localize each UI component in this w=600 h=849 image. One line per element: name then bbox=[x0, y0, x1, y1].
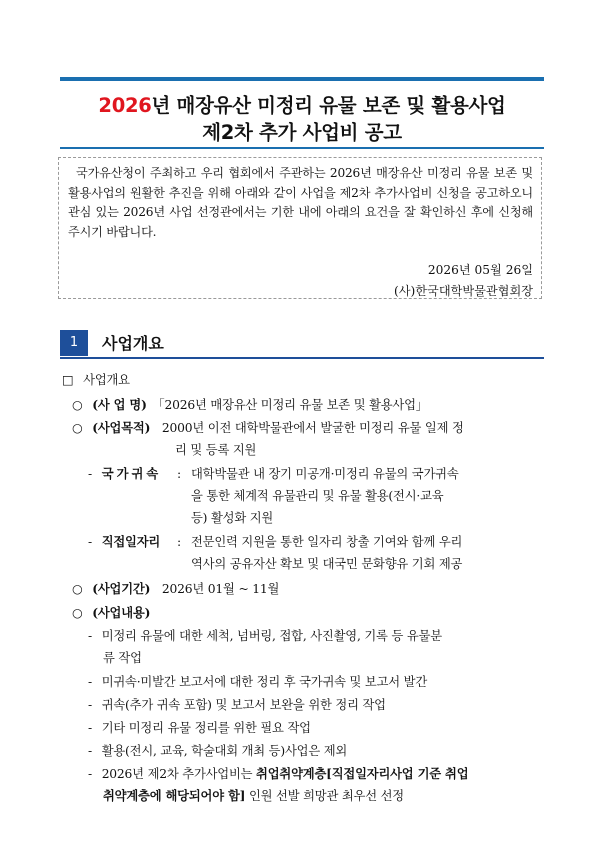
name-label: (사 업 명) bbox=[92, 397, 147, 412]
page-title-line1 bbox=[60, 90, 544, 118]
direct-job-line2: 역사의 공유자산 확보 및 대국민 문화향유 기회 제공 bbox=[191, 557, 463, 571]
content-label: (사업내용) bbox=[92, 605, 151, 620]
direct-job-line1: 전문인력 지원을 통한 일자리 창출 기여와 함께 우리 bbox=[191, 535, 463, 549]
purpose-line1: 2000년 이전 대학박물관에서 발굴한 미정리 유물 일제 정 bbox=[161, 421, 464, 435]
title-year: 2026 bbox=[98, 94, 152, 117]
content-item-1-line1: 미정리 유물에 대한 세척, 넘버링, 접합, 사진촬영, 기록 등 유물분 bbox=[101, 629, 442, 643]
dash-bullet: - bbox=[88, 767, 92, 781]
content-item-4 bbox=[88, 718, 311, 738]
content-item-6-line2 bbox=[103, 786, 404, 806]
circle-bullet-icon: ○ bbox=[72, 606, 83, 620]
title-line1-rest: 년 매장유산 미정리 유물 보존 및 활용사업 bbox=[151, 94, 506, 117]
item-content-row bbox=[72, 603, 150, 623]
content-item-5 bbox=[88, 741, 347, 761]
dash-bullet: - bbox=[88, 675, 92, 689]
content-item-6 bbox=[88, 764, 468, 784]
national-attribution-row bbox=[88, 464, 161, 484]
period-value: 2026년 01월 ~ 11월 bbox=[161, 582, 280, 596]
direct-job-label: 직접일자리 bbox=[101, 534, 161, 549]
content-item-3-text: 귀속(추가 귀속 포함) 및 보고서 보완을 위한 정리 작업 bbox=[101, 698, 386, 712]
national-attribution-label: 국가귀속 bbox=[101, 466, 162, 481]
item-name-row bbox=[72, 395, 428, 415]
purpose-line2: 리 및 등록 지원 bbox=[175, 443, 257, 457]
national-attribution-line1: 대학박물관 내 장기 미공개·미정리 유물의 국가귀속 bbox=[191, 467, 459, 481]
content-item-1-line2: 류 작업 bbox=[103, 651, 142, 665]
intro-text: 국가유산청이 주최하고 우리 협회에서 주관하는 2026년 매장유산 미정리 유물 보존 및 활용사업의 원활한 추진을 위해 아래와 같이 사업을 제2차 추가사업비 신청을 공고하오니 관심 있는 2026년 사업 선정관에서는 기한 내에 아래의 요건을 잘 확인하신 후에 신청해 주시기 바랍니다. bbox=[68, 166, 533, 239]
dash-bullet: - bbox=[88, 744, 92, 758]
announcement-date: 2026년 05월 26일 bbox=[427, 263, 533, 277]
national-attribution-line3: 등) 활성화 지원 bbox=[191, 511, 274, 525]
dash-bullet: - bbox=[88, 721, 92, 735]
dash-bullet: - bbox=[88, 535, 92, 549]
circle-bullet-icon: ○ bbox=[72, 421, 83, 435]
title-bottom-rule bbox=[60, 147, 544, 149]
national-attribution-line2: 을 통한 체계적 유물관리 및 유물 활용(전시·교육 bbox=[191, 489, 444, 503]
circle-bullet-icon: ○ bbox=[72, 398, 83, 412]
national-attribution-colon: : bbox=[177, 467, 181, 481]
overview-heading: 사업개요 bbox=[83, 373, 130, 387]
dash-bullet: - bbox=[88, 629, 92, 643]
page-title-line2: 제2차 추가 사업비 공고 bbox=[202, 121, 402, 144]
title-top-rule bbox=[60, 77, 544, 81]
dash-bullet: - bbox=[88, 467, 92, 481]
direct-job-row bbox=[88, 532, 160, 552]
content-item-6-bold2: 취약계층에 해당되어야 함] bbox=[103, 788, 246, 803]
content-item-6-bold1: 취업취약계층[직접일자리사업 기준 취업 bbox=[256, 766, 469, 781]
circle-bullet-icon: ○ bbox=[72, 582, 83, 596]
content-item-2 bbox=[88, 672, 427, 692]
overview-heading-row bbox=[62, 370, 130, 390]
announcement-organization: (사)한국대학박물관협회장 bbox=[393, 284, 533, 298]
section-number-badge: 1 bbox=[60, 330, 88, 356]
section-title: 사업개요 bbox=[102, 334, 164, 353]
purpose-label: (사업목적) bbox=[92, 420, 151, 435]
content-item-2-text: 미귀속·미발간 보고서에 대한 정리 후 국가귀속 및 보고서 발간 bbox=[101, 675, 428, 689]
content-item-3 bbox=[88, 695, 386, 715]
section-rule bbox=[60, 357, 544, 359]
intro-box bbox=[58, 157, 542, 299]
content-item-1 bbox=[88, 626, 442, 646]
item-purpose-row bbox=[72, 418, 464, 438]
direct-job-colon: : bbox=[177, 535, 181, 549]
square-bullet-icon: □ bbox=[62, 373, 74, 387]
name-value: 「2026년 매장유산 미정리 유물 보존 및 활용사업」 bbox=[152, 398, 428, 412]
content-item-4-text: 기타 미정리 유물 정리를 위한 필요 작업 bbox=[101, 721, 311, 735]
content-item-6-post: 인원 선발 희망관 최우선 선정 bbox=[245, 789, 404, 803]
period-label: (사업기간) bbox=[92, 581, 151, 596]
dash-bullet: - bbox=[88, 698, 92, 712]
content-item-6-pre: 2026년 제2차 추가사업비는 bbox=[101, 767, 257, 781]
item-period-row bbox=[72, 579, 279, 599]
content-item-5-text: 활용(전시, 교육, 학술대회 개최 등)사업은 제외 bbox=[101, 744, 348, 758]
